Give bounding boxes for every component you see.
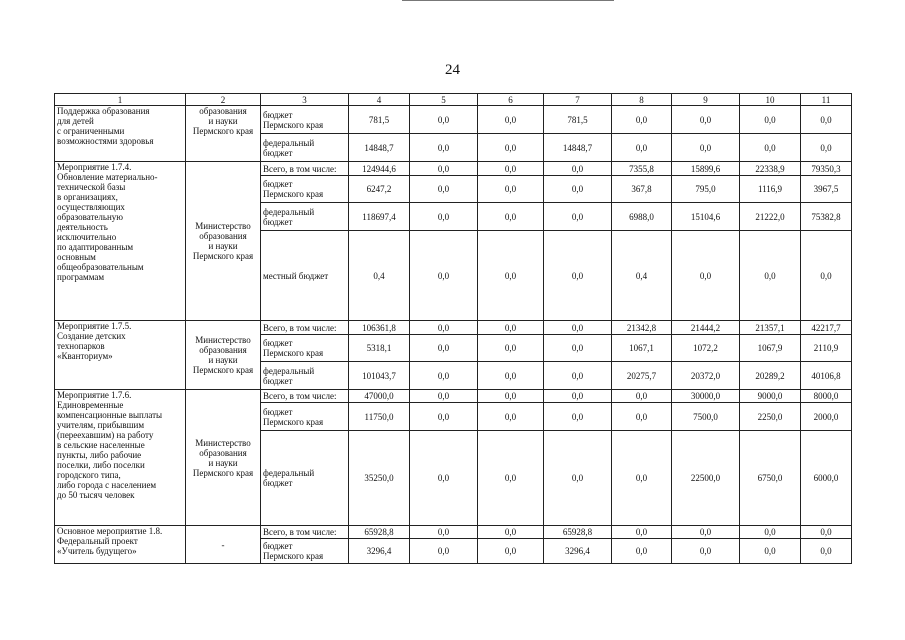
value-cell: 14848,7: [349, 134, 410, 162]
value-cell: 0,4: [349, 231, 410, 321]
value-cell: 0,0: [740, 526, 801, 539]
funding-source-cell: бюджет Пермского края: [261, 106, 349, 134]
value-cell: 0,0: [612, 431, 672, 526]
funding-source-cell: федеральный бюджет: [261, 203, 349, 231]
value-cell: 0,0: [612, 106, 672, 134]
value-cell: 0,0: [544, 176, 612, 203]
funding-source-cell: федеральный бюджет: [261, 431, 349, 526]
value-cell: 0,0: [612, 403, 672, 431]
value-cell: 20289,2: [740, 362, 801, 390]
value-cell: 0,4: [612, 231, 672, 321]
value-cell: 0,0: [478, 321, 544, 335]
activity-cell: Мероприятие 1.7.4. Обновление материально- технической базы в организациях, осуществляющих образовательную деятельность исключительно по адаптированным основным общеобразовательным программам: [55, 162, 186, 321]
value-cell: 0,0: [478, 362, 544, 390]
value-cell: 1067,1: [612, 335, 672, 362]
activity-cell: Поддержка образования для детей с ограниченными возможностями здоровья: [55, 106, 186, 162]
value-cell: 2000,0: [801, 403, 852, 431]
value-cell: 15104,6: [672, 203, 740, 231]
value-cell: 1116,9: [740, 176, 801, 203]
value-cell: 6247,2: [349, 176, 410, 203]
value-cell: 2250,0: [740, 403, 801, 431]
value-cell: 0,0: [410, 134, 478, 162]
value-cell: 79350,3: [801, 162, 852, 176]
value-cell: 781,5: [544, 106, 612, 134]
value-cell: 0,0: [740, 106, 801, 134]
header-cell-4: 4: [349, 94, 410, 106]
value-cell: 0,0: [478, 335, 544, 362]
value-cell: 1072,2: [672, 335, 740, 362]
funding-source-cell: бюджет Пермского края: [261, 176, 349, 203]
funding-source-cell: бюджет Пермского края: [261, 539, 349, 564]
value-cell: 11750,0: [349, 403, 410, 431]
value-cell: 0,0: [740, 134, 801, 162]
header-cell-7: 7: [544, 94, 612, 106]
activity-cell: Основное мероприятие 1.8. Федеральный проект «Учитель будущего»: [55, 526, 186, 564]
budget-table: [54, 93, 852, 564]
activity-cell: Мероприятие 1.7.5. Создание детских технопарков «Кванториум»: [55, 321, 186, 390]
funding-source-cell: местный бюджет: [261, 231, 349, 321]
value-cell: 0,0: [544, 403, 612, 431]
value-cell: 6000,0: [801, 431, 852, 526]
header-cell-9: 9: [672, 94, 740, 106]
value-cell: 0,0: [410, 106, 478, 134]
value-cell: 0,0: [410, 403, 478, 431]
value-cell: 0,0: [544, 335, 612, 362]
value-cell: 106361,8: [349, 321, 410, 335]
executor-cell: -: [186, 526, 261, 564]
value-cell: 8000,0: [801, 390, 852, 403]
value-cell: 0,0: [478, 203, 544, 231]
value-cell: 0,0: [478, 231, 544, 321]
table-row: [55, 106, 852, 134]
funding-source-cell: федеральный бюджет: [261, 134, 349, 162]
value-cell: 75382,8: [801, 203, 852, 231]
value-cell: 3296,4: [544, 539, 612, 564]
value-cell: 0,0: [544, 390, 612, 403]
value-cell: 0,0: [410, 162, 478, 176]
header-cell-8: 8: [612, 94, 672, 106]
value-cell: 9000,0: [740, 390, 801, 403]
value-cell: 0,0: [410, 231, 478, 321]
value-cell: 0,0: [410, 321, 478, 335]
value-cell: 0,0: [612, 134, 672, 162]
value-cell: 0,0: [410, 539, 478, 564]
funding-source-cell: Всего, в том числе:: [261, 321, 349, 335]
value-cell: 0,0: [478, 390, 544, 403]
value-cell: 21342,8: [612, 321, 672, 335]
funding-source-cell: Всего, в том числе:: [261, 162, 349, 176]
value-cell: 0,0: [672, 106, 740, 134]
value-cell: 35250,0: [349, 431, 410, 526]
executor-cell: Министерство образования и науки Пермского края: [186, 321, 261, 390]
value-cell: 5318,1: [349, 335, 410, 362]
value-cell: 0,0: [544, 231, 612, 321]
value-cell: 118697,4: [349, 203, 410, 231]
top-rule: [402, 0, 614, 1]
value-cell: 47000,0: [349, 390, 410, 403]
table-row: [55, 526, 852, 539]
value-cell: 0,0: [478, 176, 544, 203]
header-cell-10: 10: [740, 94, 801, 106]
value-cell: 42217,7: [801, 321, 852, 335]
funding-source-cell: бюджет Пермского края: [261, 403, 349, 431]
value-cell: 367,8: [612, 176, 672, 203]
funding-source-cell: бюджет Пермского края: [261, 335, 349, 362]
value-cell: 0,0: [478, 539, 544, 564]
value-cell: 0,0: [410, 526, 478, 539]
header-cell-6: 6: [478, 94, 544, 106]
value-cell: 0,0: [801, 134, 852, 162]
value-cell: 0,0: [672, 526, 740, 539]
value-cell: 0,0: [801, 231, 852, 321]
value-cell: 0,0: [544, 321, 612, 335]
value-cell: 0,0: [740, 231, 801, 321]
value-cell: 0,0: [478, 403, 544, 431]
value-cell: 0,0: [478, 526, 544, 539]
value-cell: 124944,6: [349, 162, 410, 176]
value-cell: 3296,4: [349, 539, 410, 564]
value-cell: 65928,8: [544, 526, 612, 539]
value-cell: 0,0: [410, 176, 478, 203]
header-row: [55, 94, 852, 106]
value-cell: 0,0: [410, 390, 478, 403]
header-cell-3: 3: [261, 94, 349, 106]
value-cell: 0,0: [672, 134, 740, 162]
value-cell: 781,5: [349, 106, 410, 134]
value-cell: 0,0: [801, 526, 852, 539]
value-cell: 65928,8: [349, 526, 410, 539]
value-cell: 0,0: [544, 362, 612, 390]
table-row: [55, 162, 852, 176]
value-cell: 22338,9: [740, 162, 801, 176]
value-cell: 0,0: [410, 362, 478, 390]
activity-cell: Мероприятие 1.7.6. Единовременные компенсационные выплаты учителям, прибывшим (переехавшим) на работу в сельские населенные пункты, либо рабочие поселки, либо поселки городского типа, либо города с населением до 50 тысяч человек: [55, 390, 186, 526]
value-cell: 0,0: [612, 390, 672, 403]
header-cell-5: 5: [410, 94, 478, 106]
value-cell: 6750,0: [740, 431, 801, 526]
value-cell: 40106,8: [801, 362, 852, 390]
value-cell: 21444,2: [672, 321, 740, 335]
page-number: 24: [445, 62, 460, 78]
header-cell-2: 2: [186, 94, 261, 106]
value-cell: 0,0: [410, 203, 478, 231]
value-cell: 0,0: [410, 431, 478, 526]
value-cell: 3967,5: [801, 176, 852, 203]
executor-cell: Министерство образования и науки Пермского края: [186, 390, 261, 526]
header-cell-1: 1: [55, 94, 186, 106]
header-cell-11: 11: [801, 94, 852, 106]
value-cell: 21357,1: [740, 321, 801, 335]
value-cell: 7355,8: [612, 162, 672, 176]
executor-cell: образования и науки Пермского края: [186, 106, 261, 162]
value-cell: 0,0: [801, 106, 852, 134]
value-cell: 101043,7: [349, 362, 410, 390]
value-cell: 0,0: [612, 526, 672, 539]
table-row: [55, 321, 852, 335]
value-cell: 0,0: [740, 539, 801, 564]
value-cell: 0,0: [544, 203, 612, 231]
value-cell: 15899,6: [672, 162, 740, 176]
value-cell: 0,0: [612, 539, 672, 564]
funding-source-cell: Всего, в том числе:: [261, 526, 349, 539]
value-cell: 0,0: [410, 335, 478, 362]
value-cell: 795,0: [672, 176, 740, 203]
funding-source-cell: федеральный бюджет: [261, 362, 349, 390]
value-cell: 0,0: [672, 539, 740, 564]
value-cell: 20275,7: [612, 362, 672, 390]
value-cell: 0,0: [672, 231, 740, 321]
value-cell: 0,0: [544, 431, 612, 526]
value-cell: 1067,9: [740, 335, 801, 362]
value-cell: 2110,9: [801, 335, 852, 362]
table-row: [55, 390, 852, 403]
value-cell: 0,0: [478, 106, 544, 134]
value-cell: 30000,0: [672, 390, 740, 403]
value-cell: 6988,0: [612, 203, 672, 231]
value-cell: 20372,0: [672, 362, 740, 390]
executor-cell: Министерство образования и науки Пермского края: [186, 162, 261, 321]
value-cell: 22500,0: [672, 431, 740, 526]
value-cell: 0,0: [478, 162, 544, 176]
value-cell: 0,0: [544, 162, 612, 176]
value-cell: 14848,7: [544, 134, 612, 162]
value-cell: 21222,0: [740, 203, 801, 231]
value-cell: 7500,0: [672, 403, 740, 431]
value-cell: 0,0: [478, 431, 544, 526]
value-cell: 0,0: [801, 539, 852, 564]
value-cell: 0,0: [478, 134, 544, 162]
funding-source-cell: Всего, в том числе:: [261, 390, 349, 403]
